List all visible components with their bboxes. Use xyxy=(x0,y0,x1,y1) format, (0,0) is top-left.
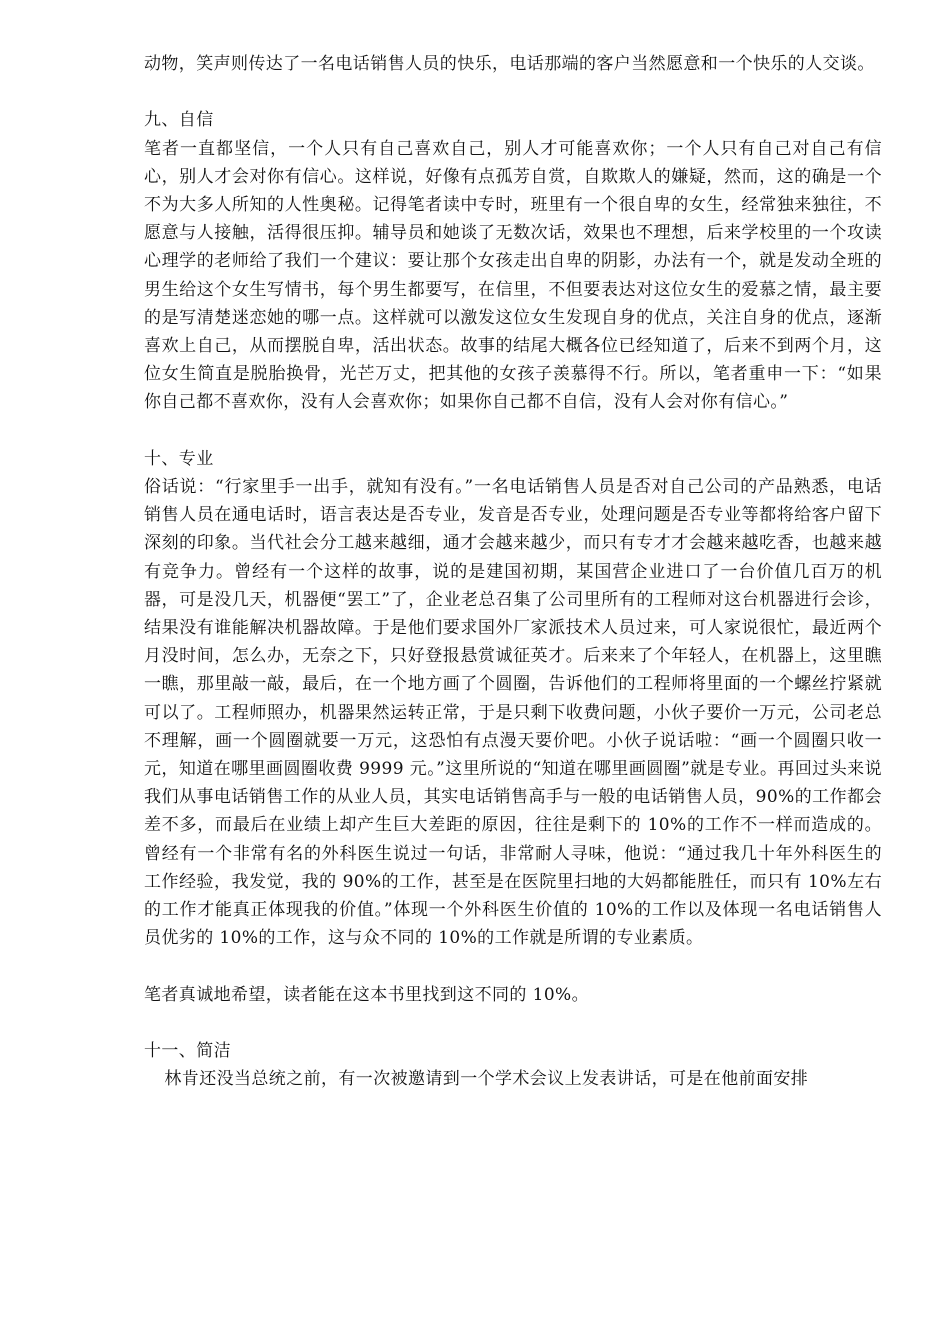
document-page xyxy=(144,50,882,1093)
section-heading: 十一、简洁 xyxy=(144,1041,231,1062)
body-paragraph: 动物，笑声则传达了一名电话销售人员的快乐，电话那端的客户当然愿意和一个快乐的人交谈。 xyxy=(144,54,875,74)
body-paragraph: 笔者一直都坚信，一个人只有自己喜欢自己，别人才可能喜欢你；一个人只有自己对自己有信心，别人才会对你有信心。这样说，好像有点孤芳自赏，自欺欺人的嫌疑，然而，这的确是一个不为大多人所知的人性奥秘。记得笔者读中专时，班里有一个很自卑的女生，经常独来独往，不愿意与人接触，活得很压抑。辅导员和她谈了无数次话，效果也不理想，后来学校里的一个攻读心理学的老师给了我们一个建议：要让那个女孩走出自卑的阴影，办法有一个，就是发动全班的男生给这个女生写情书，每个男生都要写，在信里，不但要表达对这位女生的爱慕之情，最主要的是写清楚迷恋她的哪一点。这样就可以激发这位女生发现自身的优点，关注自身的优点，逐渐喜欢上自己，从而摆脱自卑，活出状态。故事的结尾大概各位已经知道了，后来不到两个月，这位女生简直是脱胎换骨，光芒万丈，把其他的女孩子羡慕得不行。所以，笔者重申一下：“如果你自己都不喜欢你，没有人会喜欢你；如果你自己都不自信，没有人会对你有信心。” xyxy=(144,138,882,413)
body-paragraph: 林肯还没当总统之前，有一次被邀请到一个学术会议上发表讲话，可是在他前面安排 xyxy=(164,1069,809,1090)
body-paragraph: 俗话说：“行家里手一出手，就知有没有。”一名电话销售人员是否对自己公司的产品熟悉，电话销售人员在通电话时，语言表达是否专业，发音是否专业，处理问题是否专业等都将给客户留下深刻的印象。当代社会分工越来越细，通才会越来越少，而只有专才才会越来越吃香，也越来越有竞争力。曾经有一个这样的故事，说的是建国初期，某国营企业进口了一台价值几百万的机器，可是没几天，机器便“罢工”了，企业老总召集了公司里所有的工程师对这台机器进行会诊，结果没有谁能解决机器故障。于是他们要求国外厂家派技术人员过来，可人家说很忙，最近两个月没时间，怎么办，无奈之下，只好登报悬赏诚征英才。后来来了个年轻人，在机器上，这里瞧一瞧，那里敲一敲，最后，在一个地方画了个圆圈，告诉他们的工程师将里面的一个螺丝拧紧就可以了。工程师照办，机器果然运转正常，于是只剩下收费问题，小伙子要价一万元，公司老总不理解，画一个圆圈就要一万元，这恐怕有点漫天要价吧。小伙子说话啦：“画一个圆圈只收一元，知道在哪里画圆圈收费 9999 元。”这里所说的“知道在哪里画圆圈”就是专业。再回过头来说我们从事电话销售工作的从业人员，其实电话销售高手与一般的电话销售人员，90%的工作都会差不多，而最后在业绩上却产生巨大差距的原因，往往是剩下的 10%的工作不一样而造成的。曾经有一个非常有名的外科医生说过一句话，非常耐人寻味，他说：“通过我几十年外科医生的工作经验，我发觉，我的 90%的工作，甚至是在医院里扫地的大妈都能胜任，而只有 10%左右的工作才能真正体现我的价值。”体现一个外科医生价值的 10%的工作以及体现一名电话销售人员优劣的 10%的工作，这与众不同的 10%的工作就是所谓的专业素质。 xyxy=(144,477,882,949)
section-heading: 十、专业 xyxy=(144,448,214,469)
body-paragraph: 笔者真诚地希望，读者能在这本书里找到这不同的 10%。 xyxy=(144,984,589,1005)
section-heading: 九、自信 xyxy=(144,110,214,131)
